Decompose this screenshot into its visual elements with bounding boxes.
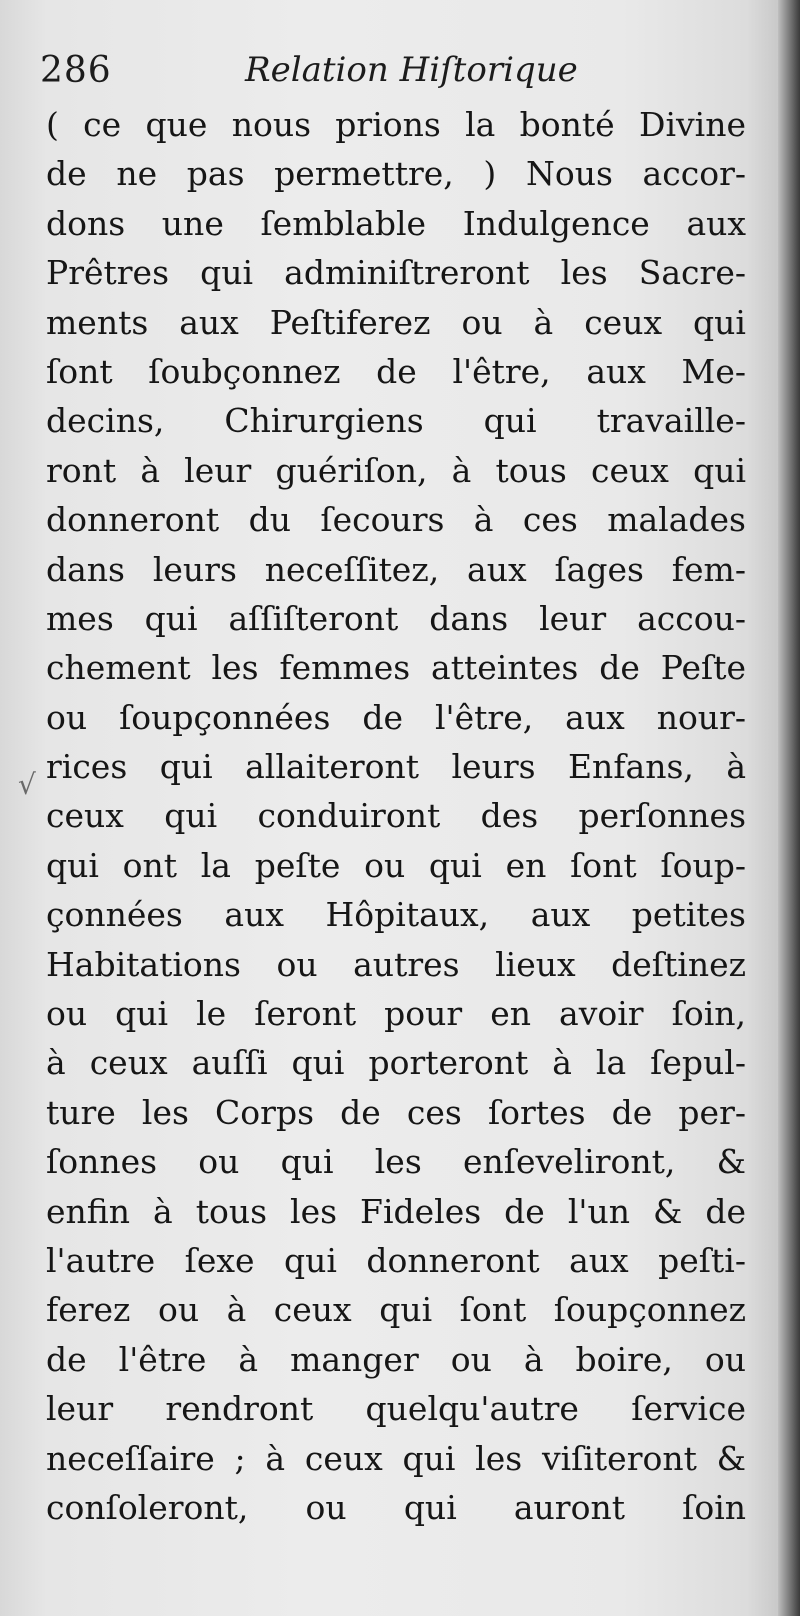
text-line: ſonnes ou qui les enſeveliront, & xyxy=(46,1142,746,1182)
body-text xyxy=(46,100,746,1532)
text-line: ſont ſoubçonnez de l'être, aux Me- xyxy=(46,351,746,391)
text-line: ferez ou à ceux qui ſont ſoupçonnez xyxy=(46,1290,746,1330)
text-line: decins, Chirurgiens qui travaille- xyxy=(46,401,746,441)
text-line: ture les Corps de ces ſortes de per- xyxy=(46,1092,746,1132)
text-line: donneront du ſecours à ces malades xyxy=(46,500,746,540)
text-line: à ceux auſſi qui porteront à la ſepul- xyxy=(46,1043,746,1083)
text-line: rices qui allaiteront leurs Enfans, à xyxy=(46,747,746,787)
text-line: neceſſaire ; à ceux qui les viſiteront & xyxy=(46,1438,746,1478)
text-line: ou qui le ſeront pour en avoir ſoin, xyxy=(46,994,746,1034)
text-line: de l'être à manger ou à boire, ou xyxy=(46,1339,746,1379)
text-line: dons une ſemblable Indulgence aux xyxy=(46,203,746,243)
text-line: l'autre ſexe qui donneront aux peſti- xyxy=(46,1240,746,1280)
running-title: Relation Hiſtorique xyxy=(245,50,578,90)
text-line: qui ont la peſte ou qui en ſont ſoup- xyxy=(46,845,746,885)
text-line: chement les femmes atteintes de Peſte xyxy=(46,648,746,688)
page-header xyxy=(40,40,740,100)
text-line: enfin à tous les Fideles de l'un & de xyxy=(46,1191,746,1231)
text-line: ceux qui conduiront des perſonnes xyxy=(46,796,746,836)
text-line: çonnées aux Hôpitaux, aux petites xyxy=(46,895,746,935)
text-line: ( ce que nous prions la bonté Divine xyxy=(46,105,746,144)
text-line: ou ſoupçonnées de l'être, aux nour- xyxy=(46,697,746,737)
text-line: leur rendront quelqu'autre ſervice xyxy=(46,1389,746,1429)
text-line: de ne pas permettre, ) Nous accor- xyxy=(46,154,746,194)
page-number: 286 xyxy=(40,50,112,91)
book-spine-shadow xyxy=(778,0,800,1616)
text-line: mes qui aſſiſteront dans leur accou- xyxy=(46,598,746,638)
margin-annotation-mark: √ xyxy=(18,768,36,801)
text-line: ments aux Peſtiferez ou à ceux qui xyxy=(46,302,746,342)
text-line: Prêtres qui adminiſtreront les Sacre- xyxy=(46,253,746,293)
text-line: ront à leur guériſon, à tous ceux qui xyxy=(46,450,746,490)
text-line: Habitations ou autres lieux deſtinez xyxy=(46,944,746,984)
text-line: conſoleront, ou qui auront ſoin xyxy=(46,1487,746,1527)
text-line: dans leurs neceſſitez, aux ſages fem- xyxy=(46,549,746,589)
